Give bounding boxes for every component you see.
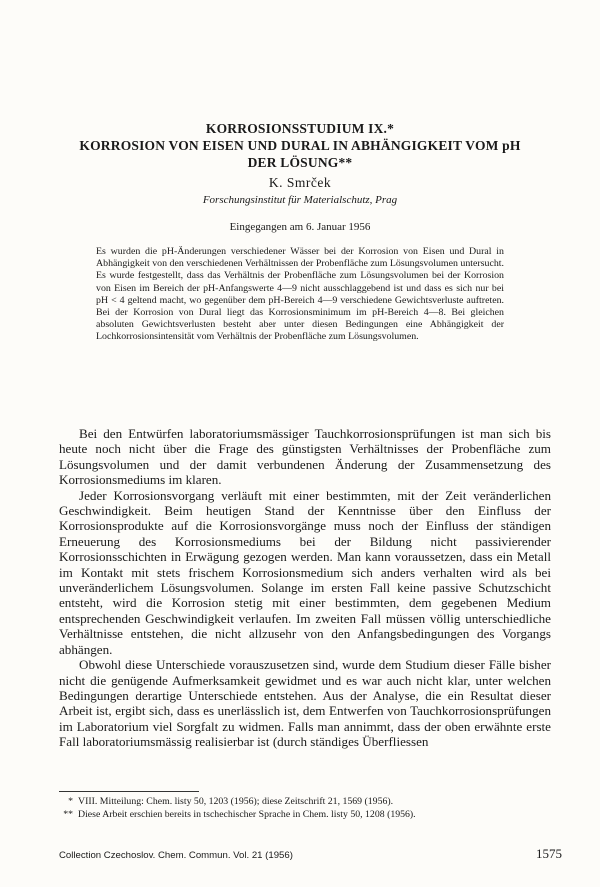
footnote-marker: **	[63, 808, 73, 820]
footnote-2	[59, 809, 559, 822]
abstract: Es wurden die pH-Änderungen verschiedener Wässer bei der Korrosion von Eisen und Dural in Abhängigkeit von den verschiedenen Verhältnissen der Probenfläche zum Lösungsvolumen untersucht. Es wurde festgestellt, dass das Verhältnis der Probenfläche zum Lösungsvolumen bei der Korrosion von Eisen im Bereich der pH-Anfangswerte 4—9 nicht ausschlaggebend ist und dass es sich nur bei pH < 4 geltend macht, wo gegenüber dem pH-Bereich 4—9 verschiedene Gewichtsverluste auftreten. Bei der Korrosion von Dural liegt das Korrosionsminimum im pH-Bereich 4—8. Bei gleichen absoluten Gewichtsverlusten besteht aber unter diesen Bedingungen eine Abhängigkeit der Lochkorrosionsintensität vom Verhältnis der Probenfläche zum Lösungsvolumen.	[96, 246, 504, 343]
footnote-text: VIII. Mitteilung: Chem. listy 50, 1203 (1956); diese Zeitschrift 21, 1569 (1956).	[78, 796, 394, 807]
article-subtitle	[40, 137, 560, 171]
title-line-2: KORROSION VON EISEN UND DURAL IN ABHÄNGIGKEIT VOM pH	[79, 138, 521, 153]
footnote-1	[59, 796, 559, 809]
journal-citation: Collection Czechoslov. Chem. Commun. Vol. 21 (1956)	[59, 850, 293, 861]
footnote-text: Diese Arbeit erschien bereits in tschechischer Sprache in Chem. listy 50, 1208 (1956).	[78, 808, 416, 820]
article-title	[40, 120, 560, 137]
body-text	[59, 426, 551, 750]
received-date: Eingegangen am 6. Januar 1956	[229, 221, 371, 233]
author-name: K. Smrček	[268, 175, 332, 190]
footnote-marker: *	[68, 796, 73, 807]
author-affiliation: Forschungsinstitut für Materialschutz, Prag	[202, 194, 398, 206]
title-line-3: DER LÖSUNG**	[247, 155, 353, 170]
body-paragraph-3: Obwohl diese Unterschiede vorauszusetzen sind, wurde dem Studium dieser Fälle bisher nicht die genügende Aufmerksamkeit gewidmet und es war auch nicht klar, unter welchen Bedingungen derartige Unterschiede entstehen. Aus der Analyse, die ein Resultat dieser Arbeit ist, ergibt sich, dass es unerlässlich ist, dem Entwerfen von Tauchkorrosionsprüfungen im Laboratorium viel Sorgfalt zu widmen. Falls man annimmt, dass der oben erwähnte erste Fall laboratoriumsmässig realisierbar ist (durch ständiges Überfliessen	[59, 657, 551, 750]
footnote-divider	[59, 791, 199, 792]
title-line-1: KORROSIONSSTUDIUM IX.*	[205, 121, 395, 136]
footnotes	[59, 796, 559, 821]
page-number: 1575	[536, 846, 562, 861]
body-paragraph-2: Jeder Korrosionsvorgang verläuft mit einer bestimmten, mit der Zeit veränderlichen Geschwindigkeit. Beim heutigen Stand der Kenntnisse über den Einfluss der Korrosionsprodukte auf die Korrosionsvorgänge muss noch der Einfluss der ständigen Erneuerung des Korrosionsmediums bei der Bildung nicht passivierender Korrosionsschichten in Erwägung gezogen werden. Man kann voraussetzen, dass ein Metall im Kontakt mit stets frischem Korrosionsmedium sich anders verhalten wird als bei unveränderlichem Lösungsvolumen. Solange im ersten Fall keine passive Schutzschicht entsteht, wird die Korrosion stetig mit einer bestimmten, dem gegebenen Medium entsprechenden Geschwindigkeit verlaufen. Im zweiten Fall müssen völlig unterschiedliche Verhältnisse entstehen, die nicht allzusehr von den Anfangsbedingungen des Vorgangs abhängen.	[59, 487, 551, 657]
body-paragraph-1: Bei den Entwürfen laboratoriumsmässiger Tauchkorrosionsprüfungen ist man sich bis heute noch nicht über die Frage des günstigsten Verhältnisses der Probenfläche zum Lösungsvolumen und der damit verbundenen Änderung der Zusammensetzung des Korrosionsmediums im klaren.	[59, 426, 551, 488]
